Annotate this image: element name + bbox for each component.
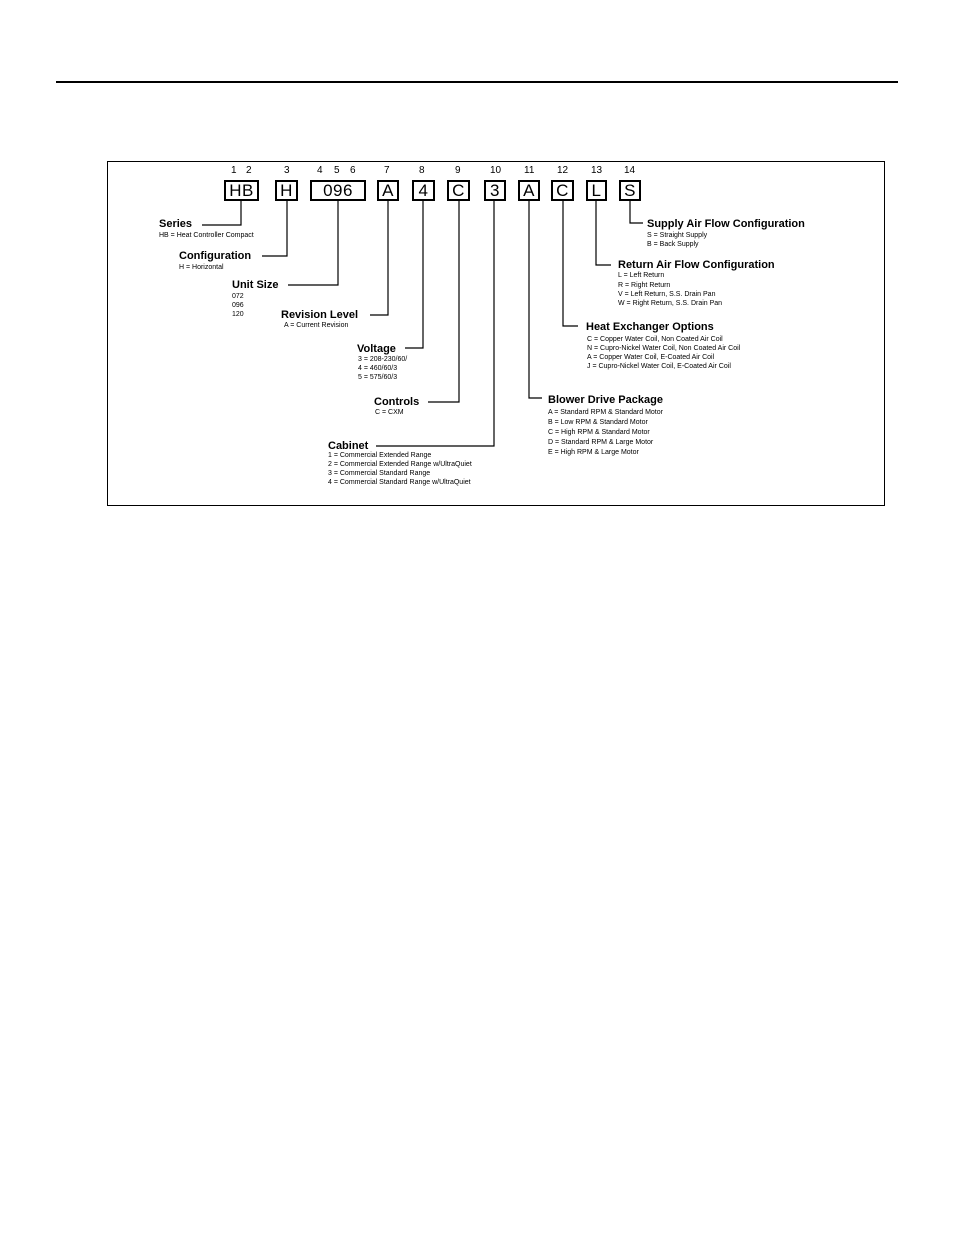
position-number-8: 8	[419, 165, 425, 176]
return-air-option: W = Right Return, S.S. Drain Pan	[618, 300, 723, 307]
blower-option: E = High RPM & Large Motor	[548, 449, 639, 456]
code-box-voltage: 4	[412, 180, 435, 201]
cabinet-option: 1 = Commercial Extended Range	[328, 452, 432, 459]
connector-return-air	[596, 201, 611, 265]
heat-exchanger-option: J = Cupro-Nickel Water Coil, E-Coated Air Coil	[587, 363, 731, 370]
connector-controls	[428, 201, 459, 402]
return-air-option: R = Right Return	[618, 282, 671, 289]
configuration-option: H = Horizontal	[179, 264, 224, 271]
connector-heat-exchanger	[563, 201, 578, 326]
unit-size-title: Unit Size	[232, 279, 279, 291]
unit-size-option: 072	[232, 293, 244, 300]
heat-exchanger-option: N = Cupro-Nickel Water Coil, Non Coated Air Coil	[587, 345, 741, 352]
position-number-1: 1	[231, 165, 237, 176]
code-box-revision: A	[377, 180, 399, 201]
voltage-option: 3 = 208-230/60/	[358, 356, 408, 363]
heat-exchanger-option: A = Copper Water Coil, E-Coated Air Coil	[587, 354, 715, 361]
revision-option: A = Current Revision	[284, 322, 349, 329]
supply-air-title: Supply Air Flow Configuration	[647, 218, 805, 230]
voltage-option: 4 = 460/60/3	[358, 365, 398, 372]
position-number-7: 7	[384, 165, 390, 176]
code-box-blower: A	[518, 180, 540, 201]
position-number-9: 9	[455, 165, 461, 176]
code-box-configuration: H	[275, 180, 298, 201]
cabinet-title: Cabinet	[328, 440, 369, 452]
position-number-2: 2	[246, 165, 252, 176]
position-number-10: 10	[490, 165, 502, 176]
voltage-title: Voltage	[357, 343, 396, 355]
cabinet-option: 2 = Commercial Extended Range w/UltraQuiet	[328, 461, 472, 468]
position-number-5: 5	[334, 165, 340, 176]
cabinet-option: 4 = Commercial Standard Range w/UltraQuiet	[328, 479, 471, 486]
blower-option: D = Standard RPM & Large Motor	[548, 439, 654, 446]
code-box-supply-air: S	[619, 180, 641, 201]
controls-title: Controls	[374, 396, 420, 408]
unit-size-option: 120	[232, 311, 244, 318]
heat-exchanger-option: C = Copper Water Coil, Non Coated Air Coil	[587, 336, 723, 343]
code-box-return-air: L	[586, 180, 607, 201]
blower-option: A = Standard RPM & Standard Motor	[548, 409, 663, 416]
code-box-cabinet: 3	[484, 180, 506, 201]
code-box-series: HB	[224, 180, 259, 201]
configuration-title: Configuration	[179, 250, 252, 262]
connector-supply-air	[630, 201, 643, 223]
voltage-option: 5 = 575/60/3	[358, 374, 398, 381]
code-box-heat-exchanger: C	[551, 180, 574, 201]
connector-configuration	[262, 201, 287, 256]
heat-exchanger-title: Heat Exchanger Options	[586, 321, 714, 333]
position-number-4: 4	[317, 165, 323, 176]
return-air-option: V = Left Return, S.S. Drain Pan	[618, 291, 716, 298]
cabinet-option: 3 = Commercial Standard Range	[328, 470, 431, 477]
blower-option: C = High RPM & Standard Motor	[548, 429, 650, 436]
code-box-unit-size: 096	[310, 180, 366, 201]
position-number-13: 13	[591, 165, 603, 176]
series-option: HB = Heat Controller Compact	[159, 232, 254, 239]
connector-blower	[529, 201, 542, 398]
unit-size-option: 096	[232, 302, 244, 309]
supply-air-option: S = Straight Supply	[647, 232, 708, 239]
connector-revision	[370, 201, 388, 315]
blower-title: Blower Drive Package	[548, 394, 663, 406]
position-number-11: 11	[524, 165, 535, 176]
controls-option: C = CXM	[375, 409, 404, 416]
supply-air-option: B = Back Supply	[647, 241, 699, 248]
connector-series	[202, 201, 241, 225]
position-number-3: 3	[284, 165, 290, 176]
connector-voltage	[405, 201, 423, 348]
position-number-6: 6	[350, 165, 356, 176]
revision-title: Revision Level	[281, 309, 359, 321]
series-title: Series	[159, 218, 193, 230]
connector-unit-size	[288, 201, 338, 285]
blower-option: B = Low RPM & Standard Motor	[548, 419, 648, 426]
position-number-12: 12	[557, 165, 569, 176]
return-air-option: L = Left Return	[618, 272, 665, 279]
position-number-14: 14	[624, 165, 636, 176]
code-box-controls: C	[447, 180, 470, 201]
return-air-title: Return Air Flow Configuration	[618, 259, 775, 271]
